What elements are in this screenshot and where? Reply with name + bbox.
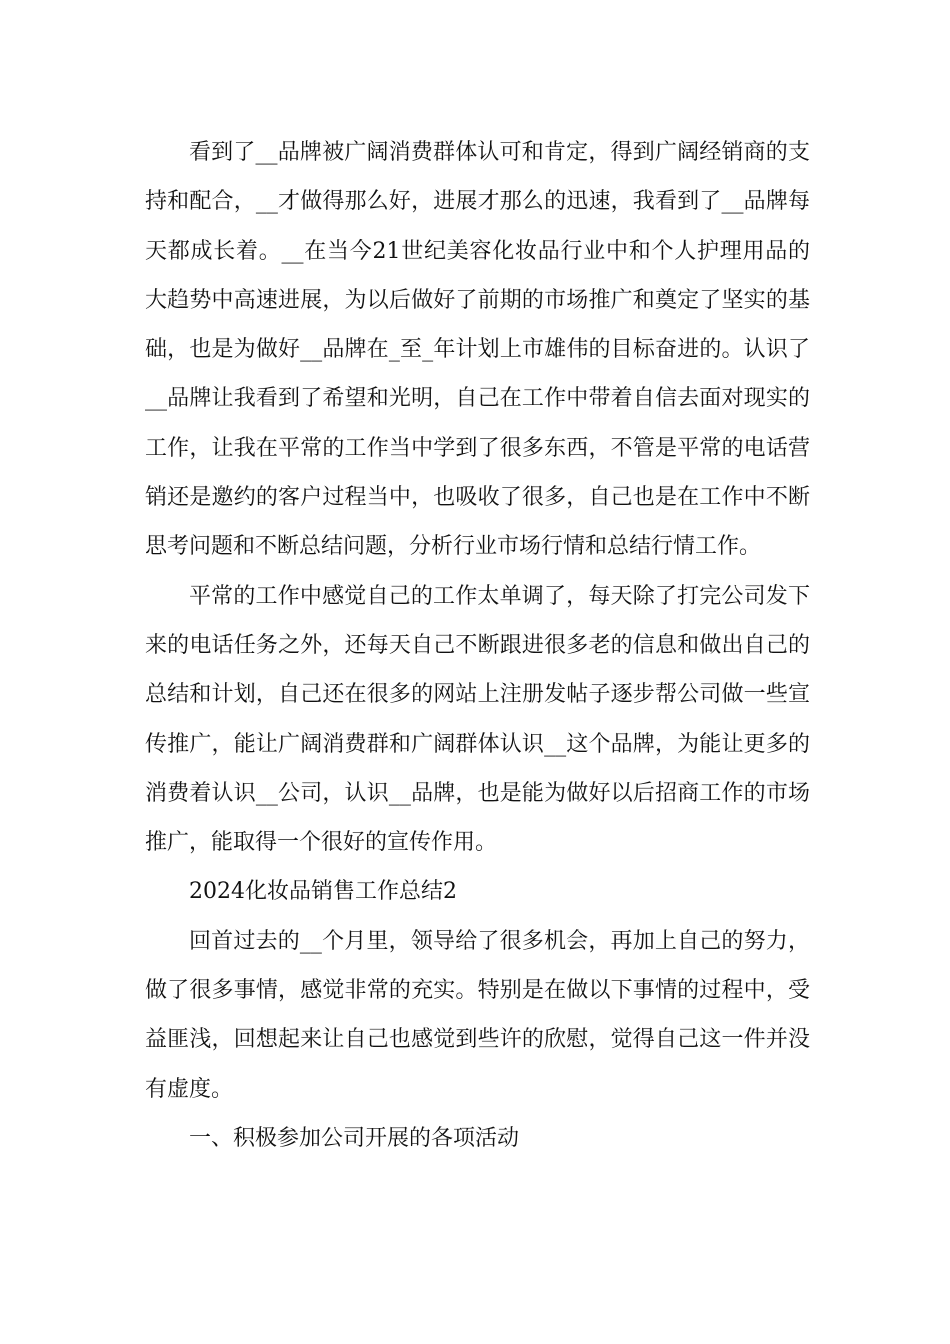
- body-paragraph: 平常的工作中感觉自己的工作太单调了，每天除了打完公司发下来的电话任务之外，还每天自己不断跟进很多老的信息和做出自己的总结和计划，自己还在很多的网站上注册发帖子逐步帮公司做一些宣传推广，能让广阔消费群和广阔群体认识__这个品牌，为能让更多的消费着认识__公司，认识__品牌，也是能为做好以后招商工作的市场推广，能取得一个很好的宣传作用。: [145, 583, 810, 856]
- body-paragraph: 看到了__品牌被广阔消费群体认可和肯定，得到广阔经销商的支持和配合，__才做得那么好，进展才那么的迅速，我看到了__品牌每天都成长着。__在当今21世纪美容化妆品行业中和个人护理用品的大趋势中高速进展，为以后做好了前期的市场推广和奠定了坚实的基础，也是为做好__品牌在_至_年计划上市雄伟的目标奋进的。认识了__品牌让我看到了希望和光明，自己在工作中带着自信去面对现实的工作，让我在平常的工作当中学到了很多东西，不管是平常的电话营销还是邀约的客户过程当中，也吸收了很多，自己也是在工作中不断思考问题和不断总结问题，分析行业市场行情和总结行情工作。: [145, 140, 810, 560]
- subheading: 一、积极参加公司开展的各项活动: [189, 1125, 520, 1151]
- body-paragraph: 回首过去的__个月里，领导给了很多机会，再加上自己的努力，做了很多事情，感觉非常的充实。特别是在做以下事情的过程中，受益匪浅，回想起来让自己也感觉到些许的欣慰，觉得自己这一件并没有虚度。: [145, 928, 810, 1102]
- document-body: [145, 128, 810, 1163]
- section-title: 2024化妆品销售工作总结2: [189, 879, 457, 905]
